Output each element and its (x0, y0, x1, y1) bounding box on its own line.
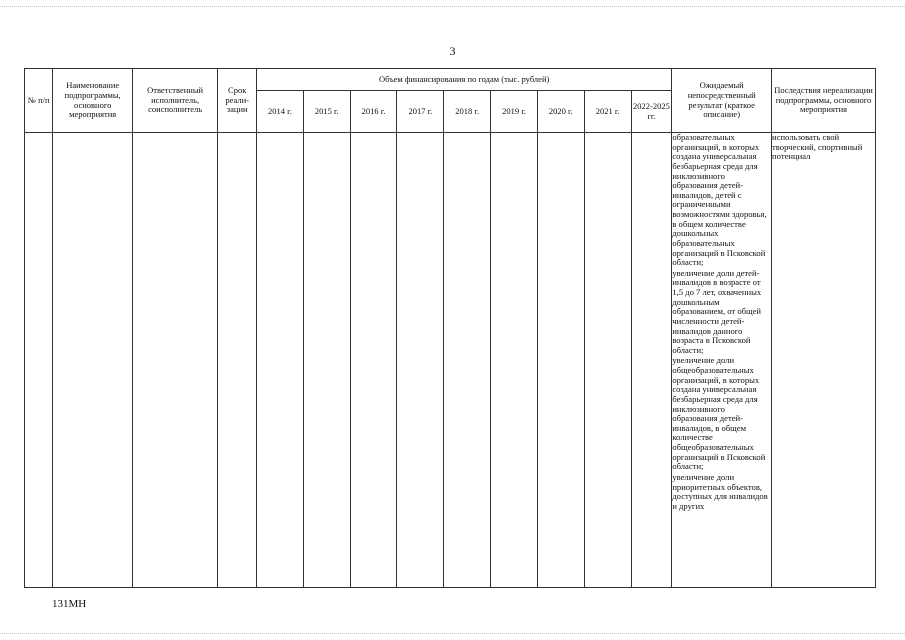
header-year: 2019 г. (491, 91, 538, 133)
header-num: № п/п (25, 69, 53, 133)
cell-result (672, 133, 772, 588)
result-paragraph: увеличение доли приоритетных объектов, доступных для инвалидов и других (672, 471, 768, 511)
financing-table (24, 68, 876, 588)
header-result: Ожидаемый непосредственный результат (краткое описание) (672, 69, 772, 133)
cell-name (53, 133, 132, 588)
footer-code: 131МН (52, 598, 87, 610)
header-year: 2018 г. (444, 91, 491, 133)
cell-year (303, 133, 350, 588)
cell-year (257, 133, 304, 588)
header-year: 2015 г. (303, 91, 350, 133)
header-term: Срок реали-зации (218, 69, 257, 133)
header-year: 2017 г. (397, 91, 444, 133)
header-year: 2020 г. (537, 91, 584, 133)
header-year: 2021 г. (584, 91, 631, 133)
header-year: 2014 г. (257, 91, 304, 133)
cell-year (444, 133, 491, 588)
scan-edge-bottom (0, 633, 905, 635)
cell-year (584, 133, 631, 588)
cell-year-range (631, 133, 672, 588)
header-name: Наименование подпрограммы, основного мероприятия (53, 69, 132, 133)
header-responsible: Ответственный исполнитель, соисполнитель (132, 69, 217, 133)
result-paragraph: увеличение доли детей-инвалидов в возрасте от 1,5 до 7 лет, охваченных дошкольным образованием, от общей численности детей-инвалидов данного возраста в Псковской области; (672, 267, 762, 355)
cell-num (25, 133, 53, 588)
table-row (25, 133, 876, 588)
cell-consequences: использовать свой творческий, спортивный потенциал (772, 133, 876, 588)
cell-responsible (132, 133, 217, 588)
cell-year (350, 133, 397, 588)
header-year-range: 2022-2025 гг. (631, 91, 672, 133)
cell-year (397, 133, 444, 588)
header-financing: Объем финансирования по годам (тыс. рублей) (257, 69, 672, 91)
cell-year (491, 133, 538, 588)
page-number: 3 (449, 44, 456, 58)
cell-term (218, 133, 257, 588)
header-consequences: Последствия нереализации подпрограммы, основного мероприятия (772, 69, 876, 133)
result-paragraph: увеличение доли общеобразовательных организаций, в которых создана универсальная безбарьерная среда для инклюзивного образования детей-инвалидов, в общем количестве общеобразовательных организаций в Псковской области; (672, 355, 766, 472)
result-paragraph: образовательных организаций, в которых создана универсальная безбарьерная среда для инклюзивного образования детей-инвалидов, детей с ограниченными возможностями здоровья, в общем количестве дошкольных образовательных организаций в Псковской области; (672, 132, 767, 268)
header-year: 2016 г. (350, 91, 397, 133)
cell-year (537, 133, 584, 588)
scan-edge-top (0, 6, 905, 8)
